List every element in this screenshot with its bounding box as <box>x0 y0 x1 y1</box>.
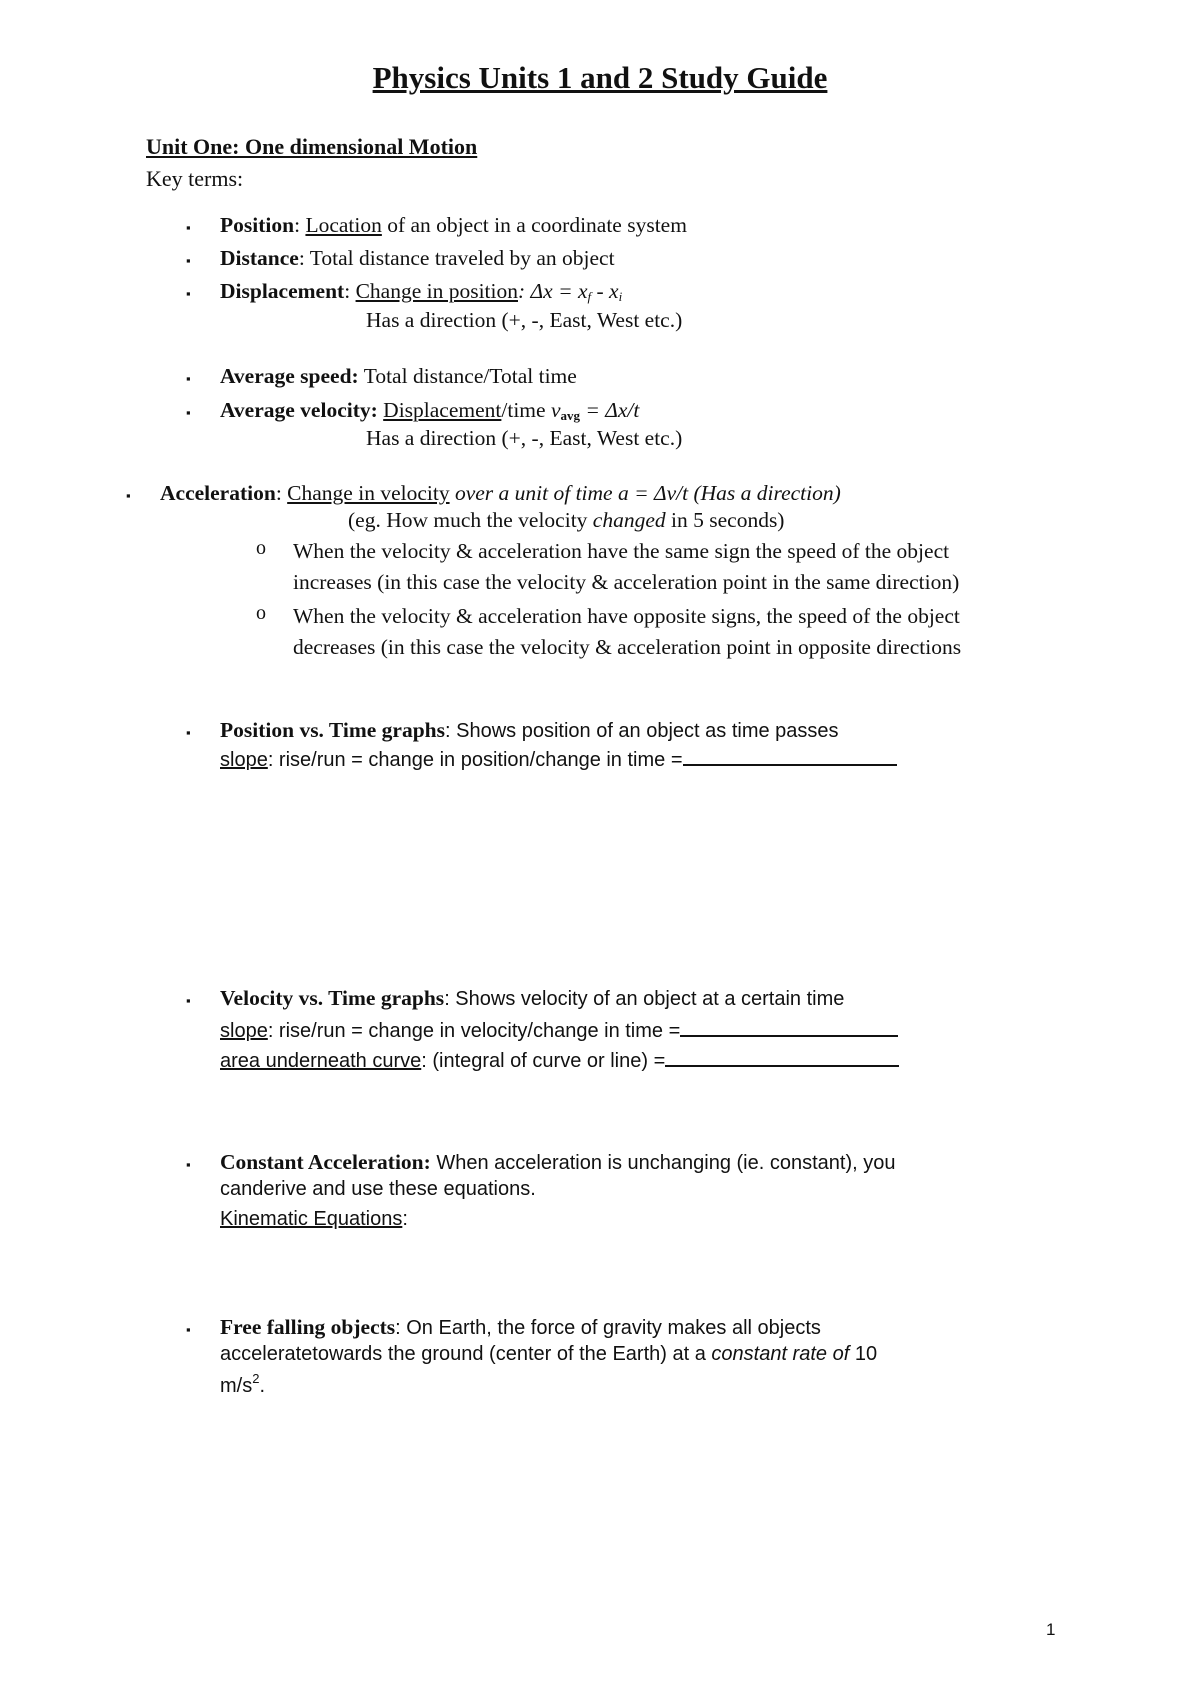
answer-blank[interactable] <box>680 1017 898 1037</box>
velocity-vs-time-slope: slope: rise/run = change in velocity/change in time = <box>220 1017 898 1043</box>
key-terms-label: Key terms: <box>146 166 244 191</box>
acceleration-example: (eg. How much the velocity changed in 5 seconds) <box>348 508 785 532</box>
bullet-icon: ▪ <box>186 1157 191 1172</box>
term-average-speed: Average speed: Total distance/Total time <box>220 364 577 388</box>
term-free-falling: Free falling objects: On Earth, the force of gravity makes all objects <box>220 1315 821 1339</box>
unit-one-heading: Unit One: One dimensional Motion <box>146 134 478 159</box>
term-position-vs-time: Position vs. Time graphs: Shows position of an object as time passes <box>220 718 839 742</box>
bullet-icon: ▪ <box>126 488 131 503</box>
page-number: 1 <box>1046 1620 1056 1639</box>
displacement-note: Has a direction (+, -, East, West etc.) <box>366 308 683 332</box>
term-average-velocity: Average velocity: Displacement/time $v_{avg} = \Delta x/t$ <box>220 398 640 423</box>
position-vs-time-slope: slope: rise/run = change in position/change in time = <box>220 746 897 772</box>
acceleration-point-1-line-1: When the velocity & acceleration have the same sign the speed of the object <box>293 539 950 563</box>
bullet-icon: ▪ <box>186 253 191 268</box>
acceleration-point-2-line-1: When the velocity & acceleration have opposite signs, the speed of the object <box>293 604 960 628</box>
sub-bullet-marker: o <box>256 537 266 559</box>
answer-blank[interactable] <box>683 746 897 766</box>
velocity-vs-time-area: area underneath curve: (integral of curve or line) = <box>220 1047 899 1073</box>
bullet-icon: ▪ <box>186 993 191 1008</box>
bullet-icon: ▪ <box>186 220 191 235</box>
page-title: Physics Units 1 and 2 Study Guide <box>372 60 828 95</box>
bullet-icon: ▪ <box>186 725 191 740</box>
sub-bullet-marker: o <box>256 602 266 624</box>
term-constant-acceleration: Constant Acceleration: When acceleration is unchanging (ie. constant), you <box>220 1150 896 1174</box>
term-position: Position: Location of an object in a coordinate system <box>220 213 687 237</box>
bullet-icon: ▪ <box>186 1322 191 1337</box>
term-label: Position <box>220 213 295 237</box>
acceleration-point-1-line-2: increases (in this case the velocity & acceleration point in the same direction) <box>293 570 960 594</box>
acceleration-point-2-line-2: decreases (in this case the velocity & acceleration point in opposite directions <box>293 635 962 659</box>
term-acceleration: Acceleration: Change in velocity over a unit of time a = Δv/t (Has a direction) <box>160 481 841 505</box>
average-velocity-note: Has a direction (+, -, East, West etc.) <box>366 426 683 450</box>
bullet-icon: ▪ <box>186 405 191 420</box>
free-falling-line-2: acceleratetowards the ground (center of the Earth) at a constant rate of 10 <box>220 1343 878 1365</box>
kinematic-equations-label: Kinematic Equations: <box>220 1208 408 1230</box>
bullet-icon: ▪ <box>186 371 191 386</box>
term-displacement: Displacement: Change in position: $\Delta x = x_f - x_i$ <box>220 279 623 304</box>
free-falling-line-3: $m/s^2$. <box>220 1371 266 1397</box>
bullet-icon: ▪ <box>186 286 191 301</box>
term-velocity-vs-time: Velocity vs. Time graphs: Shows velocity of an object at a certain time <box>220 986 845 1010</box>
answer-blank[interactable] <box>665 1047 899 1067</box>
term-distance: Distance: Total distance traveled by an object <box>220 246 615 270</box>
constant-acceleration-line-2: canderive and use these equations. <box>220 1178 536 1200</box>
